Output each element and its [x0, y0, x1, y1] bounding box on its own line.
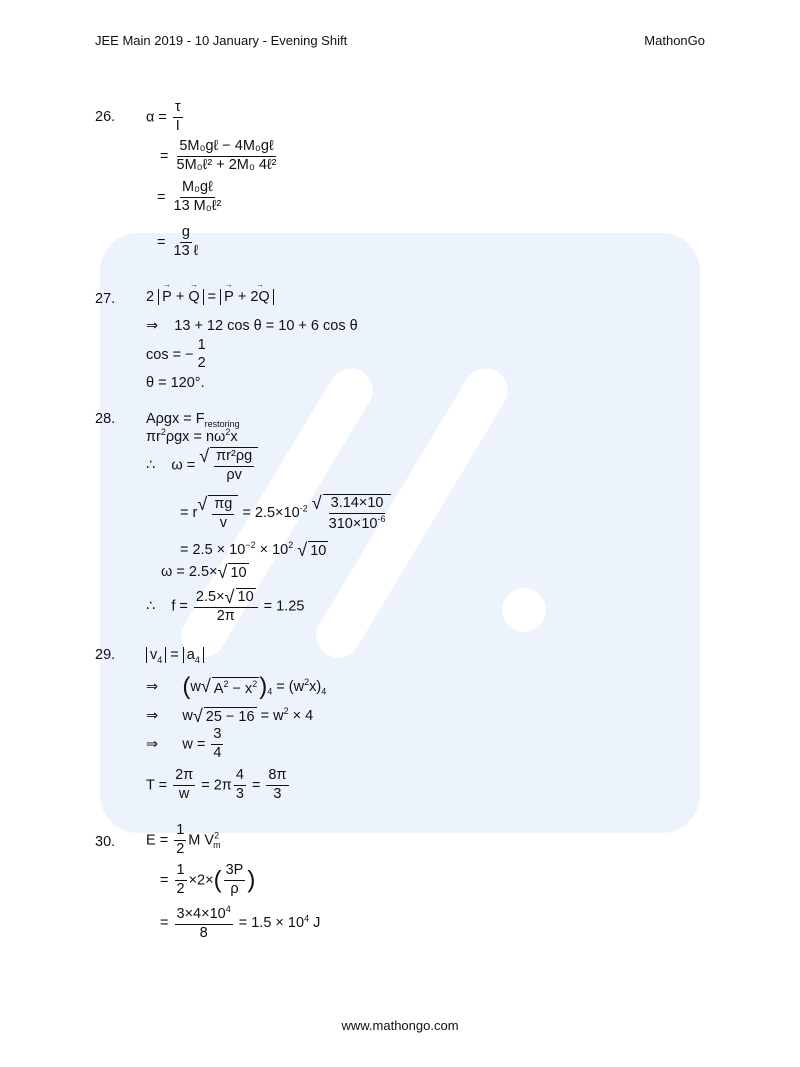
website-url: www.mathongo.com	[341, 1018, 459, 1033]
q30-line-3: = $\frac{3\times 4\times 10^4}{8}$ = $1.5 \times 10^4$ J	[160, 904, 321, 941]
q28-line-1: $A\rho gx = F_{restoring}$	[146, 411, 240, 429]
q26-line-4: = $\frac{g}{\text{13 ℓ}}$	[157, 224, 199, 259]
q29-line-2: ⇒ (w √ $A^2 - x^2$ )$_4 = (w^2x)_4$	[146, 673, 327, 700]
question-number-27: 27.	[95, 291, 116, 307]
q28-line-3: ∴ ω = √ $\frac{\text{πr²ρg}}{\rho v}$	[146, 447, 258, 484]
q28-line-7: ∴ f = 2.5× √ 10 2π = 1.25	[146, 587, 305, 625]
brand-name: MathonGo	[644, 33, 705, 48]
q30-line-1: E = $\frac{1}{2}$ M $V^2_m$	[146, 822, 221, 857]
q28-line-2: $\pi r^2\rho gx = n\omega^2x$	[146, 427, 238, 445]
question-number-26: 26.	[95, 109, 116, 125]
q30-line-2: = $\frac{1}{2}$ ×2×( $\frac{3P}{\rho}$ )	[160, 862, 256, 897]
q27-line-3: cos = − 1 2	[146, 337, 206, 371]
q27-line-1: 2 → P + → Q = → P + → 2Q	[146, 289, 274, 305]
q29-line-5: T = $\frac{2\pi}{w}$ = 2π $\frac{4}{3}$ = $\frac{8\pi}{3}$	[146, 767, 287, 802]
q27-line-2: ⇒ 13 + 12 cos θ = 10 + 6 cos θ	[146, 318, 358, 334]
q26-line-1: α = $\frac{\tau}{I}$	[146, 99, 181, 134]
q29-line-3: ⇒ w √ 25 − 16 = $w^2 \times 4$	[146, 705, 314, 726]
question-number-29: 29.	[95, 647, 116, 663]
question-number-28: 28.	[95, 411, 116, 427]
q27-line-4: θ = 120°.	[146, 375, 205, 391]
q28-line-4: = r √ $\frac{\pi g}{v}$ = $2.5\times 10^{-2}$ √ $\frac{3.14\times 10}{310\times 10^{-6}}$	[180, 494, 391, 533]
question-number-30: 30.	[95, 834, 116, 850]
q28-line-5: = $2.5 \times 10^{-2} \times 10^2$ √ 10	[180, 539, 327, 560]
exam-title: JEE Main 2019 - 10 January - Evening Shift	[95, 33, 348, 48]
q29-line-4: ⇒ w = $\frac{3}{4}$	[146, 726, 222, 761]
q28-line-6: ω = 2.5× √ 10	[161, 562, 247, 582]
page-footer	[0, 1018, 800, 1033]
q29-line-1: $v_4 = a_4$	[146, 647, 204, 665]
q26-line-2: = $\frac{\text{5M₀gℓ − 4M₀gℓ}}{\text{5M₀ℓ² + 2M₀ 4ℓ²}}$	[160, 138, 277, 173]
q26-line-3: = $\frac{\text{M₀gℓ}}{\text{13 M₀ℓ²}}$	[157, 179, 222, 214]
